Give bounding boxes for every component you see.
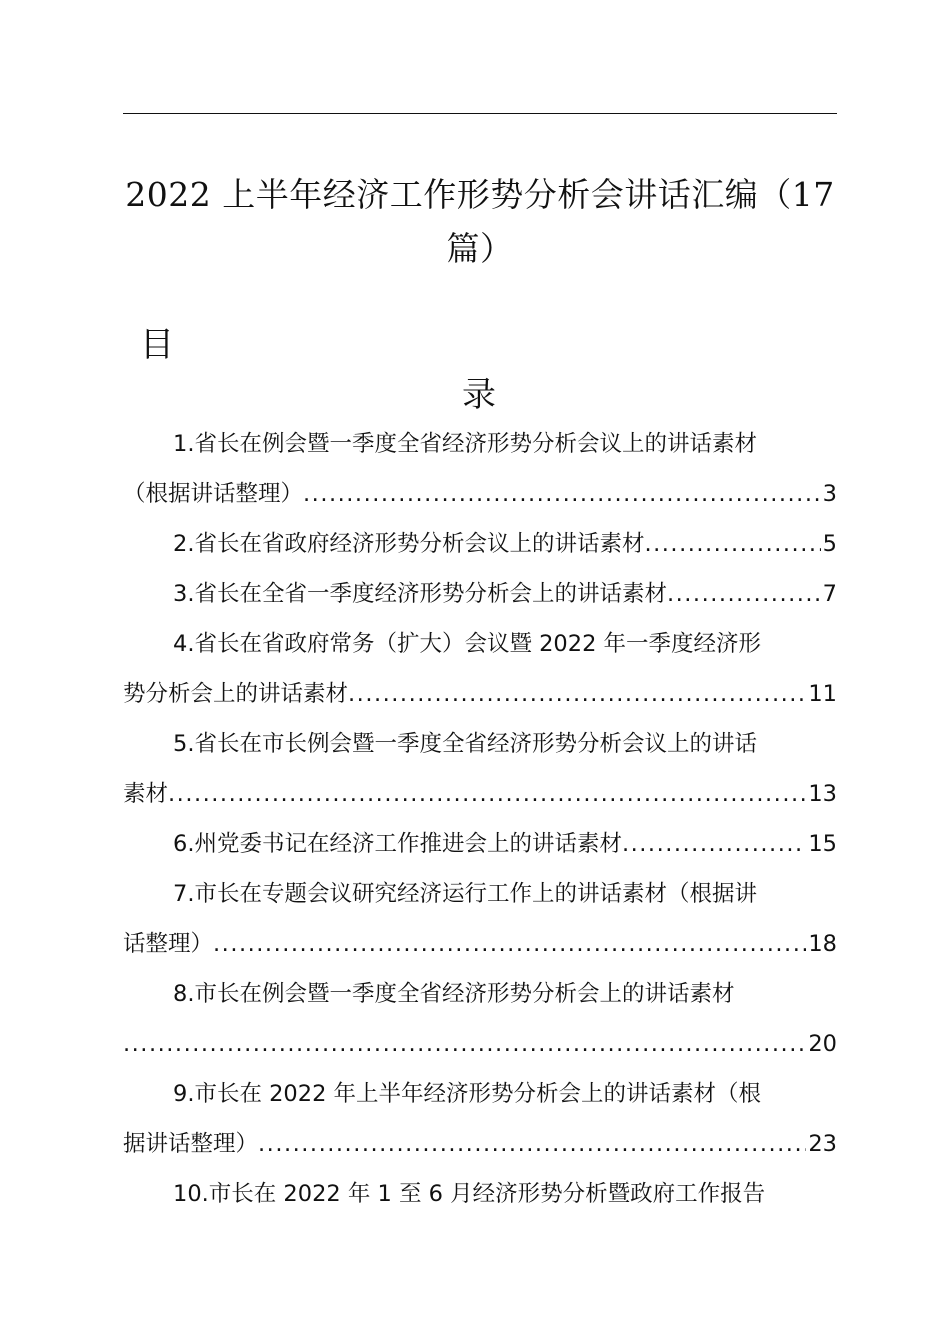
toc-page-number: 13 [808, 781, 837, 807]
toc-entry-title: 9.市长在 2022 年上半年经济形势分析会上的讲话素材（根 [173, 1081, 762, 1107]
toc-entry-4[interactable] [123, 619, 837, 719]
toc-entry-title: 6.州党委书记在经济工作推进会上的讲话素材 [173, 831, 622, 857]
table-of-contents [123, 419, 837, 1219]
toc-page-number: 18 [808, 931, 837, 957]
title-line-2: 篇） [446, 229, 514, 268]
toc-entry-1[interactable] [123, 419, 837, 519]
toc-page-number: 3 [822, 481, 837, 507]
toc-entry-title: 3.省长在全省一季度经济形势分析会上的讲话素材 [173, 581, 667, 607]
toc-leader-dots [348, 669, 806, 719]
toc-entry-title: 10.市长在 2022 年 1 至 6 月经济形势分析暨政府工作报告 [173, 1181, 766, 1207]
toc-entry-title: 4.省长在省政府常务（扩大）会议暨 2022 年一季度经济形 [173, 631, 762, 657]
toc-entry-7[interactable] [123, 869, 837, 969]
toc-page-number: 23 [808, 1131, 837, 1157]
header-rule [123, 113, 837, 114]
title-line-1: 2022 上半年经济工作形势分析会讲话汇编（17 [125, 175, 835, 214]
toc-entry-title-cont: 素材 [123, 781, 169, 807]
toc-page-number: 20 [808, 1031, 837, 1057]
toc-entry-title: 7.市长在专题会议研究经济运行工作上的讲话素材（根据讲 [173, 881, 757, 907]
toc-leader-dots [644, 519, 820, 569]
toc-leader-dots [123, 1019, 806, 1069]
toc-page-number: 11 [808, 681, 837, 707]
toc-entry-title-cont: 话整理） [123, 931, 214, 957]
toc-entry-title-cont: 势分析会上的讲话素材 [123, 681, 349, 707]
toc-leader-dots [667, 569, 821, 619]
toc-page-number: 5 [822, 531, 837, 557]
document-title [123, 168, 837, 276]
toc-entry-title: 1.省长在例会暨一季度全省经济形势分析会议上的讲话素材 [173, 431, 757, 457]
toc-entry-5[interactable] [123, 719, 837, 819]
toc-entry-title-cont: 据讲话整理） [123, 1131, 259, 1157]
toc-page-number: 7 [822, 581, 837, 607]
toc-entry-title: 8.市长在例会暨一季度全省经济形势分析会上的讲话素材 [173, 981, 735, 1007]
toc-entry-2[interactable] [123, 519, 837, 569]
toc-page-number: 15 [808, 831, 837, 857]
toc-entry-title-cont: （根据讲话整理） [123, 481, 304, 507]
toc-entry-10[interactable] [123, 1169, 837, 1219]
toc-entry-8[interactable] [123, 969, 837, 1069]
toc-heading-part-1: 目 [140, 325, 174, 365]
toc-entry-3[interactable] [123, 569, 837, 619]
toc-heading-part-2: 录 [462, 375, 496, 415]
toc-entry-6[interactable] [123, 819, 837, 869]
toc-entry-9[interactable] [123, 1069, 837, 1169]
toc-entry-title: 2.省长在省政府经济形势分析会议上的讲话素材 [173, 531, 645, 557]
toc-leader-dots [258, 1119, 806, 1169]
toc-leader-dots [303, 469, 821, 519]
toc-entry-title: 5.省长在市长例会暨一季度全省经济形势分析会议上的讲话 [173, 731, 757, 757]
toc-leader-dots [622, 819, 806, 869]
toc-leader-dots [168, 769, 806, 819]
toc-leader-dots [213, 919, 806, 969]
